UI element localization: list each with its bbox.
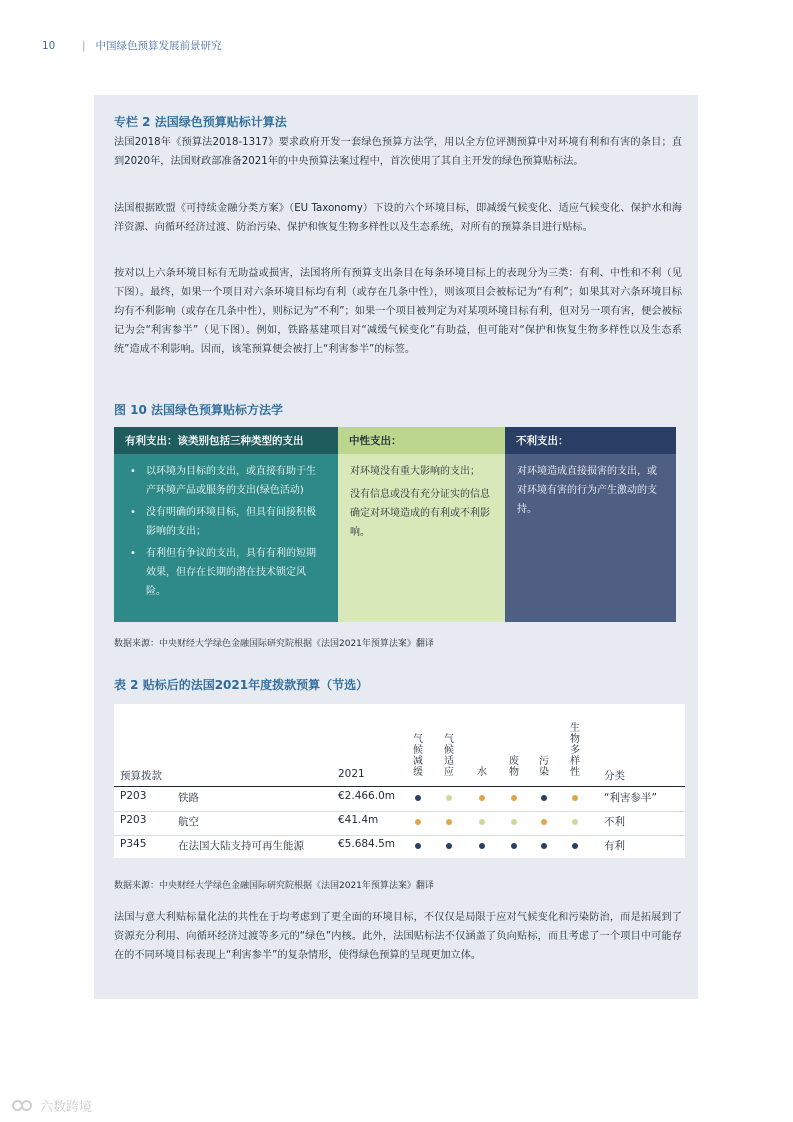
neutral-column [338,427,505,622]
watermark-text: 六数跨境 [40,1100,93,1115]
box-paragraph-2: 法国根据欧盟《可持续金融分类方案》（EU Taxonomy）下设的六个环境目标，即减缓气候变化、适应气候变化、保护水和海洋资源、向循环经济过渡、防治污染、保护和恢复生物多样性以及生态系统，对所有的预算条目进行贴标。 [114,203,682,233]
row-divider [114,835,685,836]
goal-rating-dot [541,819,547,825]
box-paragraph-3: 按对以上六条环境目标有无助益或损害，法国将所有预算支出条目在每条环境目标上的表现分为三类：有利、中性和不利（见下图）。最终，如果一个项目对六条环境目标均有利（或存在几条中性），则该项目会被标记为“有利”；如果其对六条环境目标均有不利影响（或存在几条中性），则标记为“不利”；如果一个项目被判定为对某项环境目标有利，但对另一项有害，便会被标记为会“利害参半”（见下图）。例如，铁路基建项目对“减缓气候变化”有助益，但可能对“保护和恢复生物多样性以及生态系统”造成不利影响。因而，该笔预算便会被打上“利害参半”的标签。 [114,268,682,355]
goal-rating-dot [415,843,421,849]
table-cell-code: P203 [120,790,147,802]
goal-rating-dot [541,795,547,801]
watermark-logo-icon [12,1099,34,1113]
table-cell-category: 有利 [604,840,625,852]
column-header-goal: 气 候 适 应 [444,734,454,778]
unfavorable-column [505,427,676,622]
unfavorable-header: 不利支出： [505,427,676,454]
header-separator: | [82,39,86,52]
bullet-icon: • [130,507,136,518]
unfavorable-body: 对环境造成直接损害的支出，或对环境有害的行为产生激动的支持。 [517,466,657,515]
goal-rating-dot [415,795,421,801]
table-cell-name: 铁路 [178,792,199,804]
favorable-column [114,427,338,622]
watermark [12,1096,92,1115]
bullet-icon: • [130,548,136,559]
table-cell-category: 不利 [604,816,625,828]
goal-rating-dot [479,843,485,849]
table-cell-amount: €2.466.0m [338,790,395,802]
methodology-figure [114,427,676,622]
box-paragraph-1: 法国2018年《预算法2018-1317》要求政府开发一套绿色预算方法学，用以全方位评测预算中对环境有利和有害的条目；直到2020年，法国财政部准备2021年的中央预算法案过程中，首次使用了其自主开发的绿色预算贴标法。 [114,137,682,167]
neutral-body [338,454,505,542]
page-number: 10 [42,39,56,52]
goal-rating-dot [479,795,485,801]
goal-rating-dot [511,843,517,849]
neutral-header: 中性支出： [338,427,505,454]
figure-source: 数据来源：中央财经大学绿色金融国际研究院根据《法国2021年预算法案》翻译 [114,639,434,649]
running-title: 中国绿色预算发展前景研究 [95,40,222,52]
column-header-goal: 水 [477,767,487,778]
table-cell-code: P345 [120,838,147,850]
goal-rating-dot [541,843,547,849]
goal-rating-dot [479,819,485,825]
closing-paragraph: 法国与意大利贴标量化法的共性在于均考虑到了更全面的环境目标，不仅仅是局限于应对气候变化和污染防治，而是拓展到了资源充分利用、向循环经济过渡等多元的“绿色”内核。此外，法国贴标法不仅涵盖了负向贴标，而且考虑了一个项目中可能存在的不同环境目标表现上“利害参半”的复杂情形，使得绿色预算的呈现更加立体。 [114,912,682,961]
budget-table [114,704,685,858]
favorable-header: 有利支出：该类别包括三种类型的支出 [114,427,338,454]
row-divider [114,811,685,812]
table-cell-amount: €41.4m [338,814,379,826]
table-cell-amount: €5.684.5m [338,838,395,850]
column-header-amount: 2021 [338,768,365,780]
figure-title: 图 10 法国绿色预算贴标方法学 [114,403,284,417]
table-title: 表 2 贴标后的法国2021年度拨款预算（节选） [114,678,369,692]
table-cell-code: P203 [120,814,147,826]
table-cell-name: 在法国大陆支持可再生能源 [178,840,304,852]
goal-rating-dot [511,795,517,801]
bullet-icon: • [130,466,136,477]
neutral-item: 对环境没有重大影响的支出； [350,466,480,477]
goal-rating-dot [511,819,517,825]
page-header [42,38,222,53]
favorable-item: • 以环境为目标的支出，或直接有助于生产环境产品或服务的支出(绿色活动) [128,462,324,500]
favorable-item: • 没有明确的环境目标，但具有间接积极影响的支出； [128,503,324,541]
goal-rating-dot [415,819,421,825]
table-cell-name: 航空 [178,816,199,828]
column-header-goal: 气 候 减 缓 [413,734,423,778]
column-header-goal: 废 物 [509,756,519,778]
column-header-category: 分类 [604,770,625,782]
column-header-goal: 生 物 多 样 性 [570,723,580,778]
table-header-rule [114,786,685,787]
favorable-list [114,454,338,601]
goal-rating-dot [572,795,578,801]
goal-rating-dot [446,843,452,849]
goal-rating-dot [446,819,452,825]
box-title: 专栏 2 法国绿色预算贴标计算法 [114,115,287,129]
table-source: 数据来源：中央财经大学绿色金融国际研究院根据《法国2021年预算法案》翻译 [114,881,434,891]
neutral-item: 没有信息或没有充分证实的信息确定对环境造成的有利或不利影响。 [350,489,490,538]
goal-rating-dot [446,795,452,801]
goal-rating-dot [572,819,578,825]
column-header-goal: 污 染 [539,756,549,778]
goal-rating-dot [572,843,578,849]
table-cell-category: “利害参半” [604,792,657,804]
favorable-item: • 有利但有争议的支出，具有有利的短期效果，但存在长期的潜在技术锁定风险。 [128,544,324,601]
column-header-item: 预算拨款 [120,770,162,782]
